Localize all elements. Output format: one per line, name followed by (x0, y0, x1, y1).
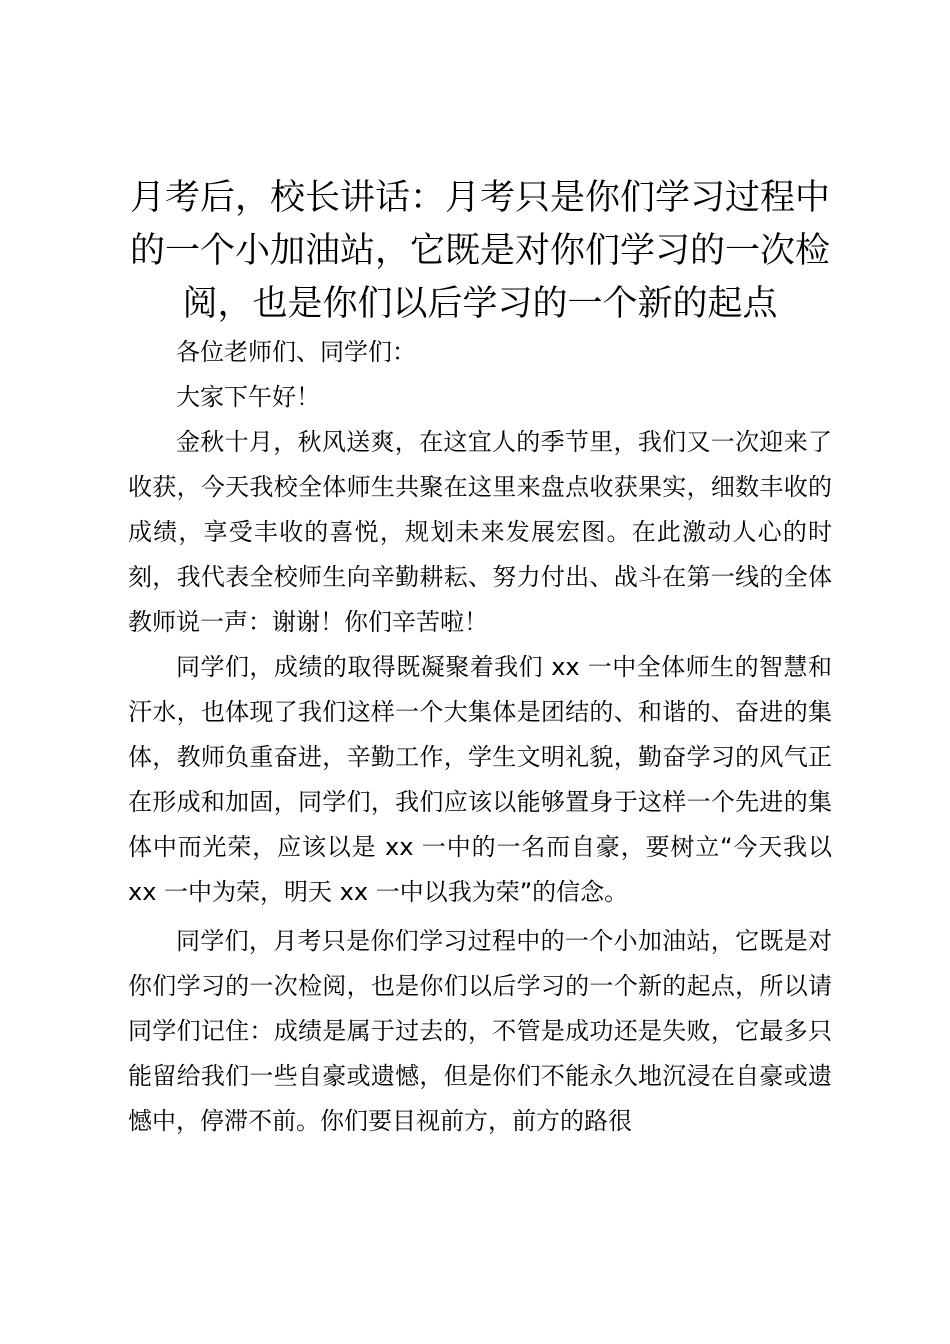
salutation: 各位老师们、同学们： (176, 338, 416, 366)
document-body (128, 330, 832, 1144)
greeting: 大家下午好！ (176, 383, 320, 411)
document-title: 月考后，校长讲话：月考只是你们学习过程中的一个小加油站，它既是对你们学习的一次检阅，也是你们以后学习的一个新的起点 (129, 178, 830, 324)
paragraph-2: 同学们，成绩的取得既凝聚着我们 xx 一中全体师生的智慧和汗水，也体现了我们这样一个大集体是团结的、和谐的、奋进的集体，教师负重奋进，辛勤工作，学生文明礼貌，勤奋学习的风气正在形成和加固，同学们，我们应该以能够置身于这样一个先进的集体中而光荣，应该以是 xx 一中的一名而自豪，要树立“今天我以 xx 一中为荣，明天 xx 一中以我为荣”的信念。 (128, 653, 832, 906)
paragraph-1: 金秋十月，秋风送爽，在这宜人的季节里，我们又一次迎来了收获，今天我校全体师生共聚在这里来盘点收获果实，细数丰收的成绩，享受丰收的喜悦，规划未来发展宏图。在此激动人心的时刻，我代表全校师生向辛勤耕耘、努力付出、战斗在第一线的全体教师说一声：谢谢！你们辛苦啦！ (128, 428, 832, 636)
paragraph-3: 同学们，月考只是你们学习过程中的一个小加油站，它既是对你们学习的一次检阅，也是你们以后学习的一个新的起点，所以请同学们记住：成绩是属于过去的，不管是成功还是失败，它最多只能留给我们一些自豪或遗憾，但是你们不能永久地沉浸在自豪或遗憾中，停滞不前。你们要目视前方，前方的路很 (128, 927, 832, 1135)
